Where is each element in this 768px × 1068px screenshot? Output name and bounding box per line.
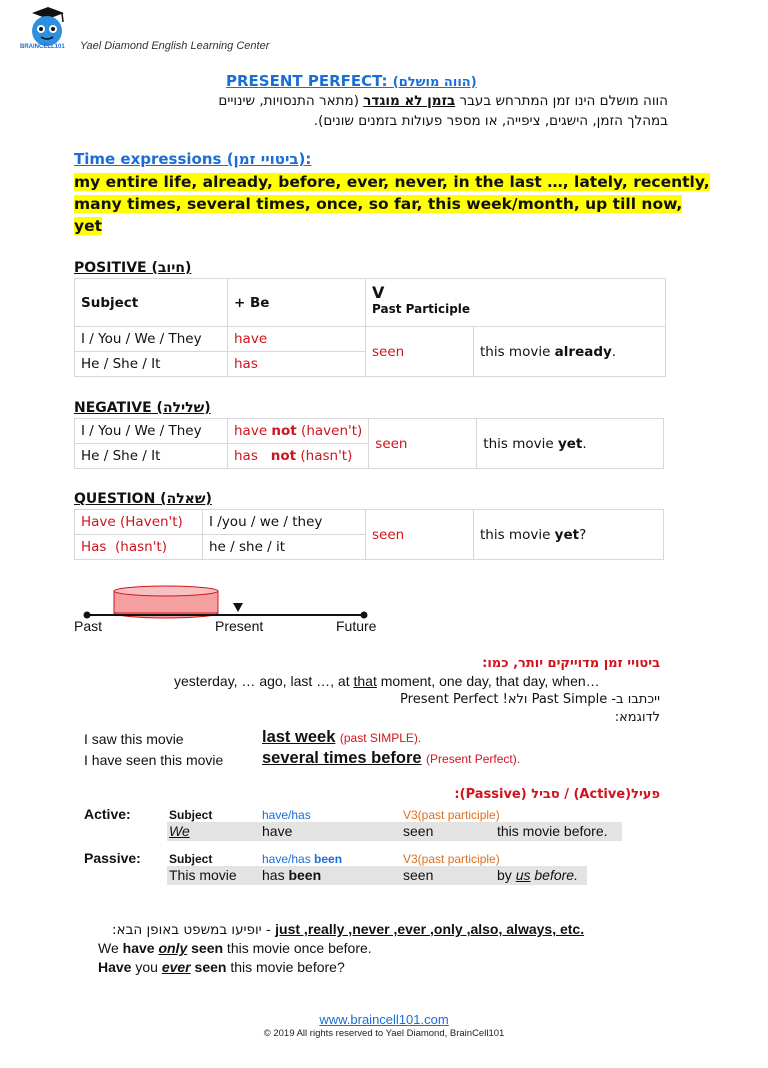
question-aux: Has (hasn't) bbox=[75, 535, 203, 560]
active-aux: have bbox=[262, 823, 293, 839]
active-h-subject: Subject bbox=[169, 808, 213, 822]
negative-aux: have not (haven't) bbox=[228, 419, 369, 444]
active-subject: We bbox=[169, 823, 190, 839]
col-subject-header: Subject bbox=[75, 279, 228, 327]
time-expr-line: my entire life, already, before, ever, never, in the last …, lately, recently, bbox=[74, 173, 710, 191]
col-be-header: + Be bbox=[228, 279, 366, 327]
positive-subject: He / She / It bbox=[75, 352, 228, 377]
positive-verb: seen bbox=[366, 327, 474, 377]
example-phrase-row bbox=[262, 749, 520, 768]
col-v-header bbox=[366, 279, 666, 327]
time-expr-line: many times, several times, once, so far, this week/month, up till now, bbox=[74, 195, 683, 213]
definition-emphasis: בזמן לא מוגדר bbox=[363, 93, 456, 109]
passive-h-subject: Subject bbox=[169, 852, 213, 866]
brand-name: BRAINCELL101 bbox=[20, 44, 65, 50]
time-expressions-heading: Time expressions (ביטויי זמן): bbox=[74, 150, 312, 168]
question-aux: Have (Haven't) bbox=[75, 510, 203, 535]
question-table bbox=[74, 509, 664, 560]
footer-copyright: © 2019 All rights reserved to Yael Diamond, BrainCell101 bbox=[263, 1028, 505, 1039]
example-sentence: I have seen this movie bbox=[84, 752, 224, 768]
positive-table bbox=[74, 278, 666, 377]
definition-text: הווה מושלם הינו זמן המתרחש בעבר bbox=[455, 93, 668, 109]
exact-time-examples: yesterday, … ago, last …, at that moment, one day, that day, when… bbox=[174, 673, 600, 689]
passive-h-aux: have/has been bbox=[262, 852, 343, 866]
active-h-aux: have/has bbox=[262, 808, 311, 822]
title-he: (הווה מושלם) bbox=[392, 75, 477, 90]
negative-aux: has not (hasn't) bbox=[228, 444, 369, 469]
footer-url[interactable]: www.braincell101.com bbox=[319, 1012, 449, 1027]
question-subject: I /you / we / they bbox=[203, 510, 366, 535]
definition-text-post: (מתאר התנסויות, שינויים bbox=[218, 93, 364, 109]
adverbs-he-text: - יופיעו במשפט באופן הבא: bbox=[112, 922, 271, 938]
timeline-present: Present bbox=[215, 618, 264, 634]
voice-heading: פעיל(Active) / סביל (Passive): bbox=[454, 787, 660, 802]
for-example-label: לדוגמא: bbox=[614, 710, 660, 725]
title-en: PRESENT PERFECT: bbox=[226, 72, 388, 90]
active-label: Active: bbox=[84, 806, 131, 822]
timeline-future: Future bbox=[336, 618, 377, 634]
active-verb: seen bbox=[403, 823, 434, 839]
example-note: (Present Perfect). bbox=[426, 752, 521, 766]
definition-line-1 bbox=[218, 93, 668, 109]
question-verb: seen bbox=[366, 510, 474, 560]
col-v-sublabel: Past Participle bbox=[372, 302, 471, 316]
passive-h-v3: V3(past participle) bbox=[403, 852, 500, 866]
negative-verb: seen bbox=[369, 419, 477, 469]
example-phrase: several times before bbox=[262, 749, 422, 767]
positive-title: POSITIVE (חיוב) bbox=[74, 260, 192, 276]
question-title: QUESTION (שאלה) bbox=[74, 491, 212, 507]
example-phrase-row bbox=[262, 728, 421, 747]
negative-subject: I / You / We / They bbox=[75, 419, 228, 444]
negative-table bbox=[74, 418, 664, 469]
negative-subject: He / She / It bbox=[75, 444, 228, 469]
example-sentence: I saw this movie bbox=[84, 731, 184, 747]
passive-label: Passive: bbox=[84, 850, 141, 866]
question-rest: this movie yet? bbox=[474, 510, 664, 560]
timeline-past: Past bbox=[74, 618, 103, 634]
center-name: Yael Diamond English Learning Center bbox=[80, 40, 270, 52]
adverb-example-2: Have you ever seen this movie before? bbox=[98, 959, 345, 975]
passive-verb: seen bbox=[403, 867, 434, 883]
example-note: (past SIMPLE). bbox=[339, 731, 422, 745]
positive-rest: this movie already. bbox=[474, 327, 666, 377]
question-subject: he / she / it bbox=[203, 535, 366, 560]
timeline bbox=[70, 585, 380, 645]
negative-title: NEGATIVE (שלילה) bbox=[74, 400, 211, 416]
page-title bbox=[226, 72, 477, 90]
positive-aux: has bbox=[228, 352, 366, 377]
time-expr-line: yet bbox=[74, 217, 103, 235]
adverb-example-1: We have only seen this movie once before. bbox=[98, 940, 372, 956]
passive-subject: This movie bbox=[169, 867, 237, 883]
definition-line-2: במהלך הזמן, הישגים, ציפייה, או מספר פעולות בזמנים שונים). bbox=[313, 113, 668, 129]
negative-rest: this movie yet. bbox=[477, 419, 664, 469]
exact-time-heading: ביטויי זמן מדוייקים יותר, כמו: bbox=[482, 656, 660, 671]
positive-aux: have bbox=[228, 327, 366, 352]
exact-time-rule: ייכתבו ב- Past Simple ולא! Present Perfect bbox=[400, 692, 660, 707]
adverbs-line bbox=[112, 921, 584, 938]
passive-rest: by us before. bbox=[497, 867, 578, 883]
passive-aux: has been bbox=[262, 867, 322, 883]
time-expressions-list bbox=[74, 171, 710, 237]
col-v-label: V bbox=[372, 283, 385, 302]
active-rest: this movie before. bbox=[497, 823, 608, 839]
positive-subject: I / You / We / They bbox=[75, 327, 228, 352]
example-phrase: last week bbox=[262, 728, 336, 746]
active-h-v3: V3(past participle) bbox=[403, 808, 500, 822]
adverbs-words: just ,really ,never ,ever ,only ,also, always, etc. bbox=[275, 921, 585, 937]
